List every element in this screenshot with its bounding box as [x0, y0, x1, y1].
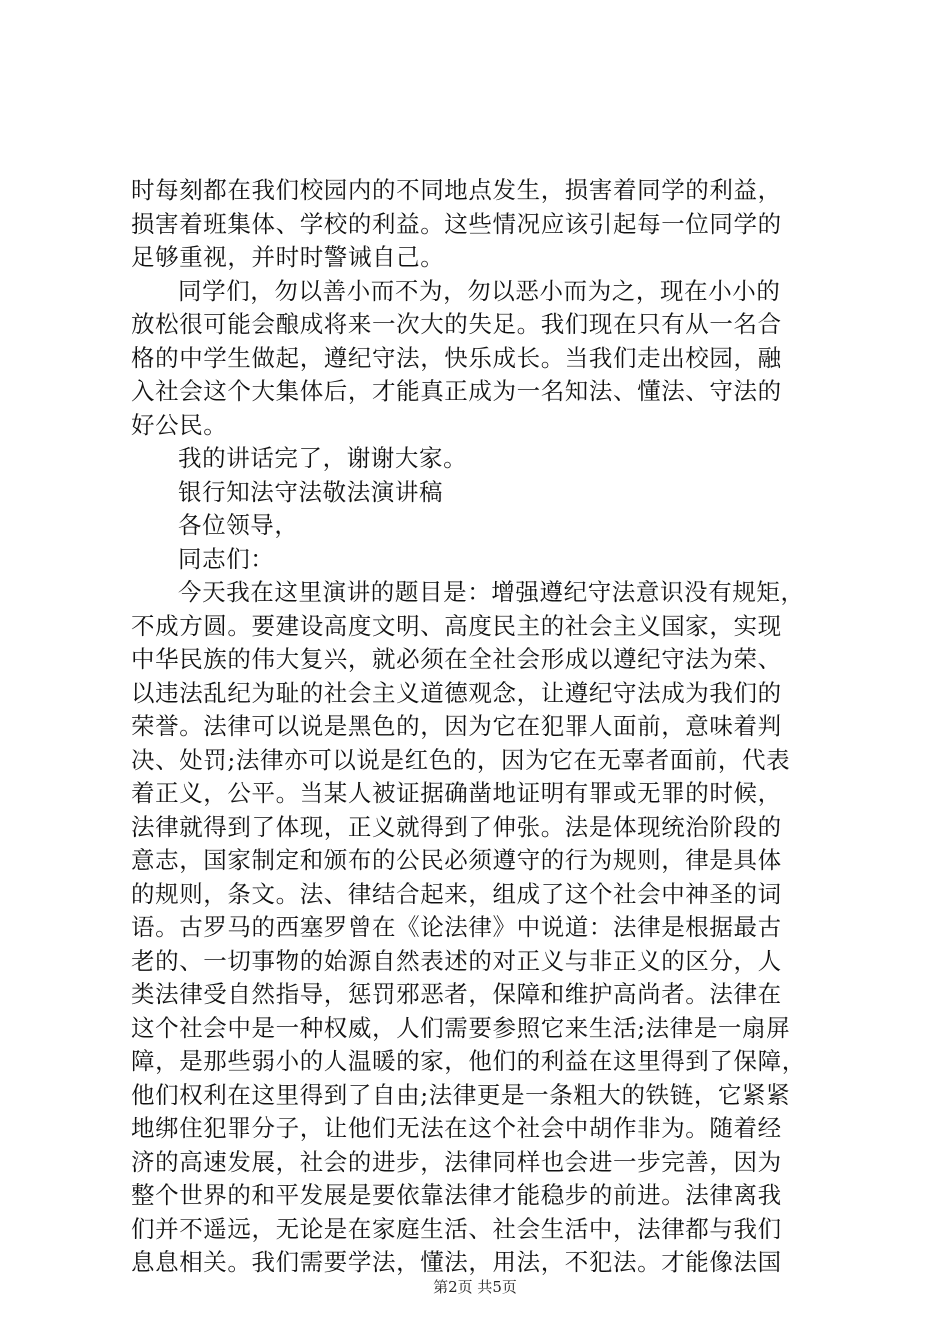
text-line: 好公民。 — [131, 410, 228, 439]
text-line: 入社会这个大集体后，才能真正成为一名知法、懂法、守法的 — [131, 377, 782, 405]
document-body — [131, 174, 831, 1280]
text-line: 足够重视，并时时警诫自己。 — [131, 243, 445, 271]
text-line: 中华民族的伟大复兴，就必须在全社会形成以遵纪守法为荣、 — [131, 645, 782, 673]
text-line: 格的中学生做起，遵纪守法，快乐成长。当我们走出校园，融 — [131, 343, 782, 372]
text-line: 以违法乱纪为耻的社会主义道德观念，让遵纪守法成为我们的 — [131, 678, 782, 707]
salutation-line: 各位领导， — [178, 511, 299, 539]
text-line: 放松很可能会酿成将来一次大的失足。我们现在只有从一名合 — [131, 310, 782, 338]
text-line: 意志，国家制定和颁布的公民必须遵守的行为规则，律是具体 — [131, 846, 782, 874]
text-line: 今天我在这里演讲的题目是：增强遵纪守法意识没有规矩， — [178, 578, 805, 606]
text-line: 他们权利在这里得到了自由;法律更是一条粗大的铁链，它紧紧 — [131, 1080, 791, 1109]
text-line: 济的高速发展，社会的进步，法律同样也会进一步完善，因为 — [131, 1147, 782, 1176]
text-line: 决、处罚;法律亦可以说是红色的，因为它在无辜者面前，代表 — [131, 745, 791, 774]
text-line: 法律就得到了体现，正义就得到了伸张。法是体现统治阶段的 — [131, 812, 782, 841]
text-line: 的规则，条文。法、律结合起来，组成了这个社会中神圣的词 — [131, 879, 782, 908]
text-line: 不成方圆。要建设高度文明、高度民主的社会主义国家，实现 — [131, 611, 782, 640]
text-line: 地绑住犯罪分子，让他们无法在这个社会中胡作非为。随着经 — [131, 1114, 782, 1142]
text-line: 整个世界的和平发展是要依靠法律才能稳步的前进。法律离我 — [131, 1181, 782, 1209]
text-line: 着正义，公平。当某人被证据确凿地证明有罪或无罪的时候， — [131, 779, 782, 807]
text-line: 障，是那些弱小的人温暖的家，他们的利益在这里得到了保障， — [131, 1047, 806, 1075]
text-line: 我的讲话完了，谢谢大家。 — [178, 444, 468, 472]
text-line: 们并不遥远，无论是在家庭生活、社会生活中，法律都与我们 — [131, 1214, 782, 1243]
text-line: 这个社会中是一种权威，人们需要参照它来生活;法律是一扇屏 — [131, 1013, 791, 1042]
text-line: 荣誉。法律可以说是黑色的，因为它在犯罪人面前，意味着判 — [131, 712, 782, 740]
text-line: 时每刻都在我们校园内的不同地点发生，损害着同学的利益， — [131, 176, 782, 204]
text-line: 语。古罗马的西塞罗曾在《论法律》中说道：法律是根据最古 — [131, 913, 782, 941]
text-line: 息息相关。我们需要学法，懂法，用法，不犯法。才能像法国 — [131, 1248, 782, 1276]
speech-title: 银行知法守法敬法演讲稿 — [178, 477, 444, 506]
page-number-footer: 第2页 共5页 — [433, 1278, 517, 1296]
text-line: 老的、一切事物的始源自然表述的对正义与非正义的区分，人 — [131, 946, 782, 975]
text-line: 类法律受自然指导，惩罚邪恶者，保障和维护高尚者。法律在 — [131, 980, 782, 1008]
salutation-line: 同志们： — [178, 544, 275, 573]
text-line: 同学们，勿以善小而不为，勿以恶小而为之，现在小小的 — [178, 276, 781, 305]
text-line: 损害着班集体、学校的利益。这些情况应该引起每一位同学的 — [131, 209, 782, 238]
